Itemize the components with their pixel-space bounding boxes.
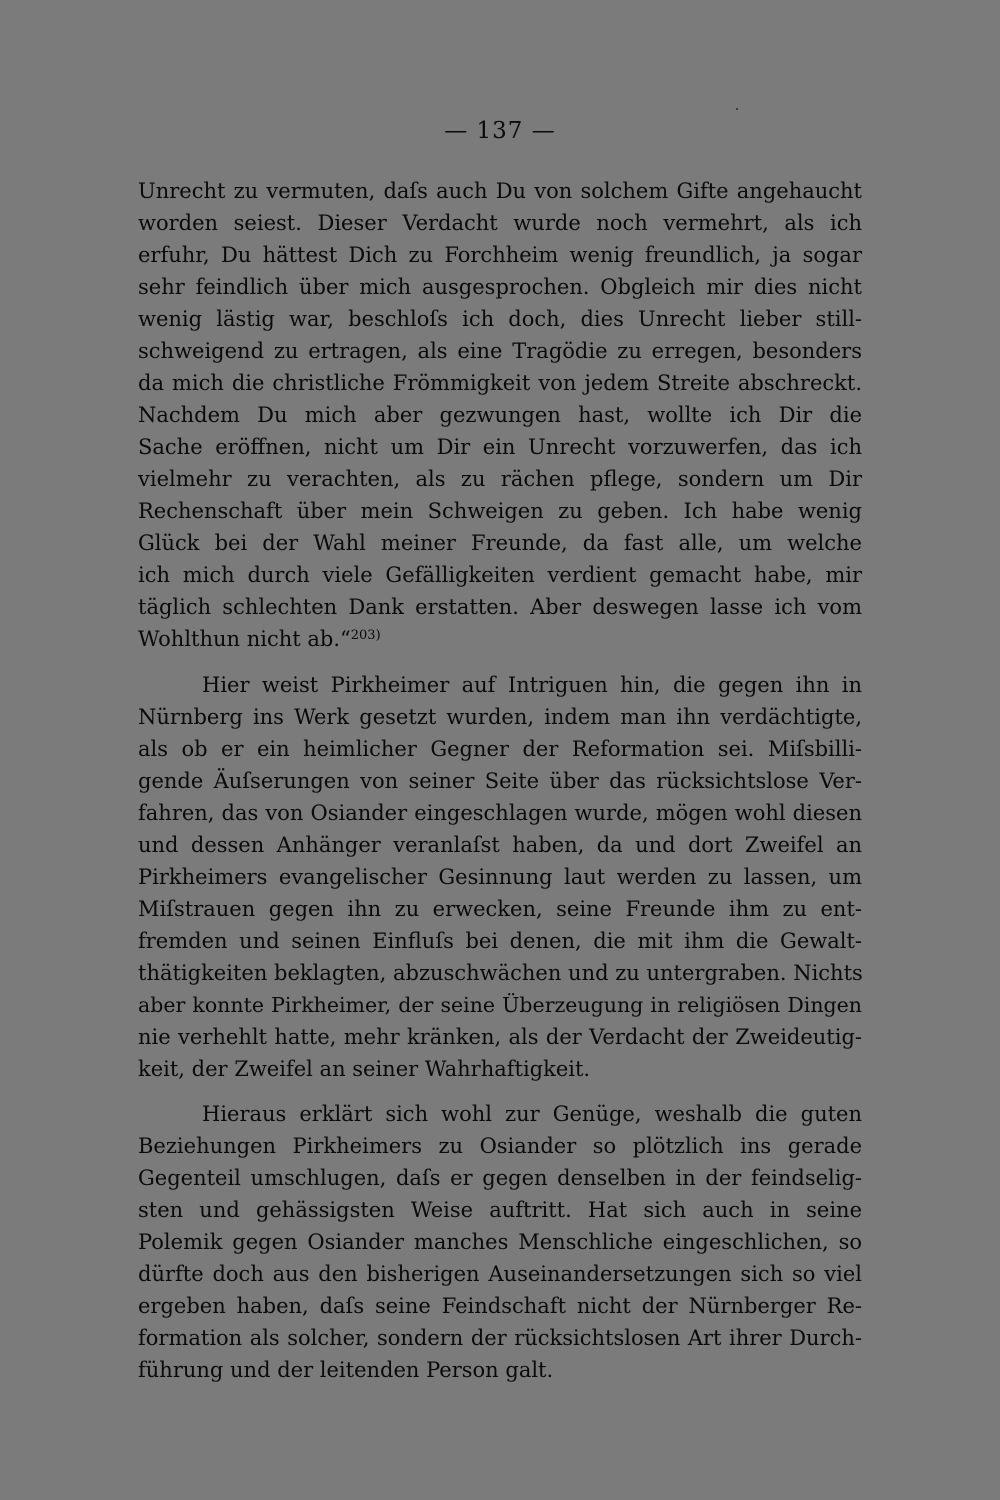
text-line: sten und gehässigsten Weise auftritt. Hat sich auch in seine	[138, 1198, 862, 1222]
text-line: Rechenschaft über mein Schweigen zu geben. Ich habe wenig	[138, 499, 862, 523]
text-line: Wohlthun nicht ab.“	[138, 627, 351, 651]
text-line: Pirkheimers evangelischer Gesinnung laut werden zu lassen, um	[138, 865, 862, 889]
text-line: und dessen Anhänger veranlaſst haben, da und dort Zweifel an	[138, 833, 862, 857]
text-line: sehr feindlich über mich ausgesprochen. Obgleich mir dies nicht	[138, 275, 862, 299]
text-line: vielmehr zu verachten, als zu rächen pflege, sondern um Dir	[138, 467, 862, 491]
text-line: worden seiest. Dieser Verdacht wurde noch vermehrt, als ich	[138, 211, 862, 235]
text-line: erfuhr, Du hättest Dich zu Forchheim wenig freundlich, ja sogar	[138, 243, 862, 267]
text-line: wenig lästig war, beschloſs ich doch, dies Unrecht lieber still-	[138, 307, 862, 331]
text-line-with-footnote	[138, 623, 862, 655]
page-number: — 137 —	[444, 118, 556, 144]
text-line: täglich schlechten Dank erstatten. Aber deswegen lasse ich vom	[138, 595, 862, 619]
text-line: fremden und seinen Einfluſs bei denen, die mit ihm die Gewalt-	[138, 929, 862, 953]
print-speck	[736, 108, 738, 110]
text-line: Sache eröffnen, nicht um Dir ein Unrecht vorzuwerfen, das ich	[138, 435, 862, 459]
text-line: Hieraus erklärt sich wohl zur Genüge, weshalb die guten	[202, 1102, 862, 1126]
text-line: Unrecht zu vermuten, daſs auch Du von solchem Gifte angehaucht	[138, 179, 862, 203]
text-line: ich mich durch viele Gefälligkeiten verdient gemacht habe, mir	[138, 563, 862, 587]
text-line: Gegenteil umschlugen, daſs er gegen denselben in der feindselig-	[138, 1166, 862, 1190]
text-line: dürfte doch aus den bisherigen Auseinandersetzungen sich so viel	[138, 1262, 862, 1286]
text-line: Nürnberg ins Werk gesetzt wurden, indem man ihn verdächtigte,	[138, 705, 862, 729]
text-line: Miſstrauen gegen ihn zu erwecken, seine Freunde ihm zu ent-	[138, 897, 862, 921]
text-line: Nachdem Du mich aber gezwungen hast, wollte ich Dir die	[138, 403, 862, 427]
text-line: Hier weist Pirkheimer auf Intriguen hin, die gegen ihn in	[202, 673, 862, 697]
text-line: führung und der leitenden Person galt.	[138, 1358, 554, 1382]
text-line: gende Äuſserungen von seiner Seite über das rücksichtslose Ver-	[138, 769, 862, 793]
text-line: Beziehungen Pirkheimers zu Osiander so plötzlich ins gerade	[138, 1134, 862, 1158]
text-line: keit, der Zweifel an seiner Wahrhaftigkeit.	[138, 1057, 591, 1081]
text-line: ergeben haben, daſs seine Feindschaft nicht der Nürnberger Re-	[138, 1294, 862, 1318]
text-line: nie verhehlt hatte, mehr kränken, als der Verdacht der Zweideutig-	[138, 1025, 862, 1049]
text-line: formation als solcher, sondern der rücksichtslosen Art ihrer Durch-	[138, 1326, 862, 1350]
text-line: als ob er ein heimlicher Gegner der Reformation sei. Miſsbilli-	[138, 737, 862, 761]
text-line: Polemik gegen Osiander manches Menschliche eingeschlichen, so	[138, 1230, 862, 1254]
text-line: fahren, das von Osiander eingeschlagen wurde, mögen wohl diesen	[138, 801, 862, 825]
text-line: schweigend zu ertragen, als eine Tragödie zu erregen, besonders	[138, 339, 862, 363]
footnote-reference: 203)	[350, 628, 381, 643]
text-line: Glück bei der Wahl meiner Freunde, da fast alle, um welche	[138, 531, 862, 555]
text-line: thätigkeiten beklagten, abzuschwächen und zu untergraben. Nichts	[138, 961, 863, 985]
text-line: da mich die christliche Frömmigkeit von jedem Streite abschreckt.	[138, 371, 862, 395]
text-line: aber konnte Pirkheimer, der seine Überzeugung in religiösen Dingen	[138, 993, 862, 1017]
